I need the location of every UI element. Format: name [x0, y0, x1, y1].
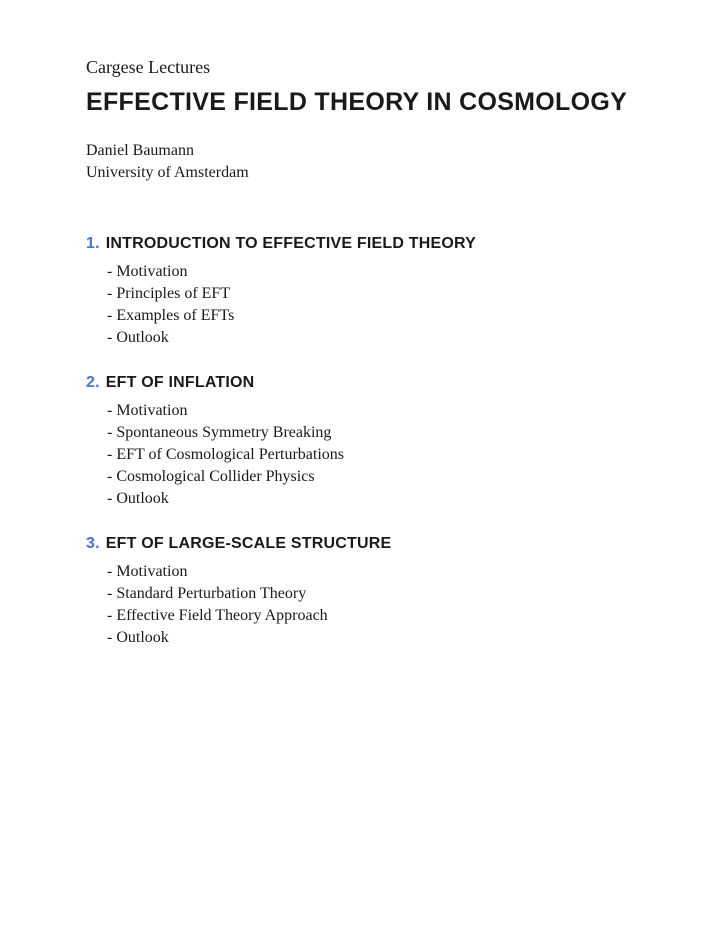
lecture-series: Cargese Lectures	[86, 57, 211, 77]
section-number: 1.	[86, 235, 100, 252]
list-item: - Motivation	[107, 563, 188, 580]
section-number: 3.	[86, 535, 100, 552]
list-item: - Motivation	[107, 263, 188, 280]
section-3	[86, 533, 686, 649]
list-item: - Outlook	[107, 629, 169, 646]
section-title: EFT OF INFLATION	[105, 374, 255, 391]
section-items	[86, 561, 686, 649]
list-item: - Examples of EFTs	[107, 307, 235, 324]
section-title: EFT OF LARGE-SCALE STRUCTURE	[105, 535, 392, 552]
list-item: - Standard Perturbation Theory	[107, 585, 307, 602]
section-heading	[86, 372, 686, 394]
section-1	[86, 233, 686, 349]
list-item: - Effective Field Theory Approach	[107, 607, 328, 624]
table-of-contents	[86, 233, 686, 649]
section-2	[86, 372, 686, 510]
list-item: - Motivation	[107, 402, 188, 419]
document-page	[86, 54, 686, 672]
author-block	[86, 140, 686, 184]
section-number: 2.	[86, 374, 100, 391]
list-item: - Principles of EFT	[107, 285, 231, 302]
list-item: - EFT of Cosmological Perturbations	[107, 446, 345, 463]
list-item: - Outlook	[107, 490, 169, 507]
list-item: - Spontaneous Symmetry Breaking	[107, 424, 332, 441]
section-items	[86, 400, 686, 510]
section-heading	[86, 533, 686, 555]
author-affiliation: University of Amsterdam	[86, 164, 249, 181]
section-items	[86, 261, 686, 349]
list-item: - Cosmological Collider Physics	[107, 468, 315, 485]
document-title: EFFECTIVE FIELD THEORY IN COSMOLOGY	[86, 88, 628, 116]
section-heading	[86, 233, 686, 255]
section-title: INTRODUCTION TO EFFECTIVE FIELD THEORY	[105, 235, 477, 252]
list-item: - Outlook	[107, 329, 169, 346]
author-name: Daniel Baumann	[86, 142, 194, 159]
